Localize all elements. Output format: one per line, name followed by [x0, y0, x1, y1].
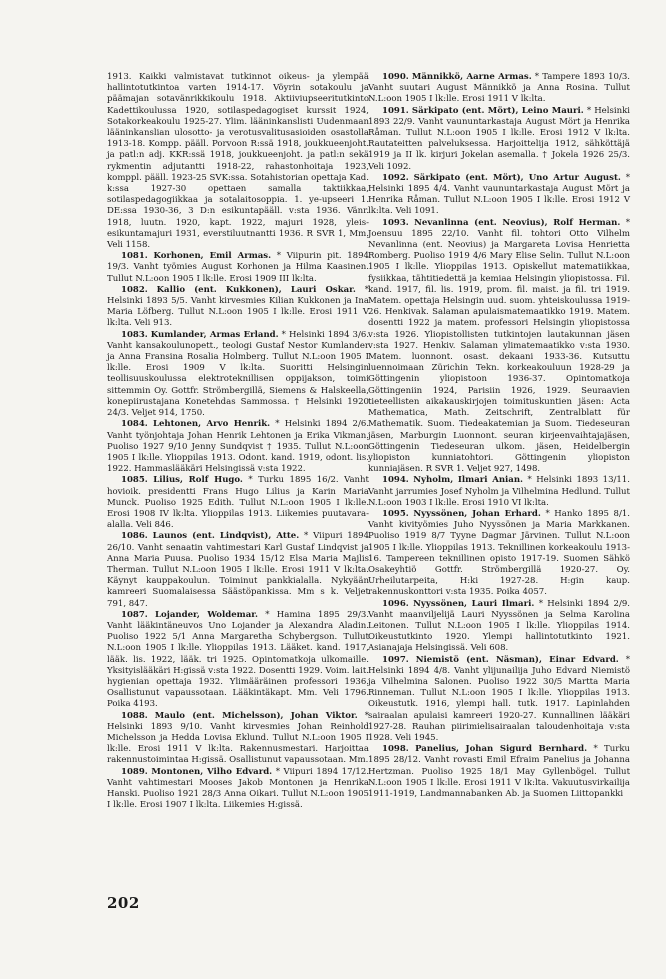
biography-entry — [368, 72, 630, 106]
entry-number: 1095. — [382, 508, 409, 519]
entry-text: * Hanko 1895 8/1. Vanht kivityömies Juho Nyyssönen ja Maria Markkanen. Puoliso 1919 8/7 Tyyne Dagmar Järvinen. Tullut N.L:oon 1905 I lk:lle. Ylioppilas 1913. Teknillinen korkeakoulu 1913-16. Tampereen teknillinen opisto 1917-19. Suomen Sähkö Osakeyhtiö Gottfr. Strömbergillä 1920-27. Oy. Urheilutarpeita, H:ki 1927-28. H:gin kaup. rakennuskonttori v:sta 1935. Poika 4057. — [368, 508, 631, 598]
biography-entry — [368, 509, 630, 599]
entry-text: * Helsinki 1894 2/6. Vanht työnjohtaja Johan Henrik Lehtonen ja Erika Vikman. Puoliso 1927 9/10 Jenny Sundqvist † 1935. Tullut N.L:oon 1905 I lk:lle. Ylioppilas 1913. Odont. kand. 1919, odont. lis. 1922. Hammaslääkäri Helsingissä v:sta 1922. — [107, 419, 370, 475]
biography-entry — [368, 106, 630, 173]
entry-text: * Helsinki 1893 22/9. Vanht vaununtarkastaja August Mört ja Henrika Råman. Tullut N.L:oon 1905 I lk:lle. Erosi 1912 V lk:lta. Rautateitten palveluksessa. Harjoittelija 1912, sähköttäjä 1919 ja II lk. kirjuri Jokelan asemalla. † Jokela 1926 25/3. Veli 1092. — [368, 105, 631, 172]
entry-number: 1085. — [121, 475, 148, 486]
entry-text: * Helsinki 1894 3/6. Vanht kansakoulunopett., teologi Gustaf Nestor Kumlander ja Anna Fransina Rosalia Holmberg. Tullut N.L:oon 1905 I lk:lle. Erosi 1909 V lk:lta. Suoritti Helsingin teollisuuskoulussa elektroteknillisen oppijakson, toimi sittemmin Oy. Gottfr. Strömbergillä, Siemens & Halskeella, konepiirustajana Konetehdas Sammossa. † Helsinki 1920 24/3. Veljet 914, 1750. — [107, 329, 370, 419]
biography-entry — [107, 767, 369, 812]
page-number: 202 — [107, 894, 140, 912]
entry-name: Montonen, Vilho Edvard. — [151, 766, 273, 777]
entry-text: * Helsinki 1894 4/8. Vanht ylijunailija Juho Edvard Niemistö ja Vilhelmina Salonen. Puoliso 1922 30/5 Martta Maria Rinneman. Tullut N.L:oon 1905 I lk:lle. Ylioppilas 1913. Oikeustutk. 1916, ylempi hall. tutk. 1917. Lapinlahden sairaalan apulaisi kamreeri 1920-27. Kunnallinen lääkäri 1927-28. Rauhan piirimielisairaalan taloudenhoitaja v:sta 1928. Veli 1945. — [368, 654, 630, 743]
entry-name: Lilius, Rolf Hugo. — [153, 475, 243, 486]
entry-number: 1098. — [382, 744, 409, 755]
entry-text: * Joensuu 1895 22/10. Vanht fil. tohtori Otto Vilhelm Nevanlinna (ent. Neovius) ja Margareta Lovisa Henrietta Romberg. Puoliso 1919 4/6 Mary Elise Selin. Tullut N.L:oon 1905 I lk:lle. Ylioppilas 1913. Opiskellut matematiikkaa, fysiikkaa, tähtitiedettä ja kemiaa Helsingin yliopistossa. Fil. kand. 1917, fil. lis. 1919, prom. fil. maist. ja fil. tri 1919. Matem. opettaja Helsingin uud. suom. yhteiskoulussa 1919-26. Henkivak. Salaman apulaismatemaatikko 1919. Matem. dosentti 1922 ja matem. professori Helsingin yliopistossa v:sta 1926. Yliopistollisten tutkintojen lautakunnan jäsen v:sta 1927. Henkiv. Salaman ylimatemaatikko v:sta 1930. Matem. luonnont. osast. dekaani 1933-36. Kutsuttu luennoimaan Zürichin Tekn. korkeakouluun 1928-29 ja Göttingenin yliopistoon 1936-37. Opintomatkoja Göttingeniin 1924, Parisiin 1926, 1929. Seuraavien tieteellisten aikakauskirjojen toimituskuntien jäsen: Acta Mathematica, Math. Zeitschrift, Zentralblatt für Mathematik. Suom. Tiedeakatemian ja Suom. Tiedeseuran jäsen, Marburgin Luonnont. seuran kirjeenvaihtajajäsen, Göttingenin Tiedeseuran ulkom. jäsen, Heidelbergin yliopiston kunniatohtori. Göttingenin yliopiston kunniajäsen. R SVR 1. Veljet 927, 1498. — [368, 217, 630, 475]
entry-text: * Viipuri 1894 26/10. Vanht senaatin vahtimestari Karl Gustaf Lindqvist ja Anna Maria Puusa. Puoliso 1934 15/12 Elsa Maria Majlis Therman. Tullut N.L:oon 1905 I lk:lle. Erosi 1911 V lk:lta. Käynyt kauppakoulun. Toiminut pankkialalla. Nykyään kamreeri Suomalaisessa Säästöpankissa. Mm s k. Veljet 791, 847. — [107, 531, 370, 609]
left-column — [107, 72, 369, 811]
biography-entry — [107, 285, 369, 330]
entry-number: 1090. — [382, 72, 409, 82]
entry-text: * Helsinki 1893 9/10. Vanht kirvesmies Johan Reinhold Michelsson ja Hedda Lovisa Eklund. Tullut N.L:oon 1905 I lk:lle. Erosi 1911 V lk:lta. Rakennusmestari. Harjoittaa rakennustoimintaa H:gissä. Osallistunut vapaussotaan. Mm. — [107, 710, 369, 766]
entry-name: Särkipato (ent. Mört), Uno Artur August. — [413, 172, 621, 183]
entry-text: * Viipurin pit. 1894 19/3. Vanht työmies August Korhonen ja Hilma Kaasinen. Tullut N.L:oon 1905 I lk:lle. Erosi 1909 III lk:lta. — [107, 251, 369, 284]
biography-entry — [107, 475, 369, 531]
biography-entry — [368, 475, 630, 509]
entry-name: Panelius, Johan Sigurd Bernhard. — [415, 744, 588, 755]
entry-name: Männikkö, Aarne Armas. — [411, 72, 532, 82]
entry-text: * Helsinki 1894 2/9. Vanht maanviljelijä Lauri Nyyssönen ja Selma Karolina Leitonen. Tullut N.L:oon 1905 I lk:lle. Ylioppilas 1914. Oikeustutkinto 1920. Ylempi hallintotutkinto 1921. Asianajaja Helsingissä. Veli 608. — [368, 598, 631, 654]
right-column — [368, 72, 630, 800]
entry-text: 1913. Kaikki valmistavat tutkinnot oikeus- ja ylempää hallintotutkintoa varten 1914-17. Vöyrin sotakoulu ja päämajan sotavänrikkikoulu 1918. Aktiiviupseeritutkinto Kadettikoulussa 1920, sotilaspedagogiset kurssit 1924, Sotakorkeakoulu 1925-27. Ylim. lääninkanslisti Uudenmaan lääninkanslian ulosotto- ja verotusvalitusasioiden osastolla 1913-18. Kompp. pääll. Porvoon R:ssä 1918, joukkueenjoht. ja patl:n adj. KKR:ssä 1918, joukkueenjoht. ja patl:n sekä rykmentin adjutantti 1918-22, rahastonhoitaja 1923, komppl. pääll. 1923-25 SVK:ssa. Sotahistorian opettaja Kad. k:ssa 1927-30 opettaen samalla taktiikkaa, sotilaspedagogiikkaa ja sotalaitosoppia. 1. ye-upseeri 1. DE:ssa 1930-36, 3 D:n esikuntapääll. v:sta 1936. Vänr. 1918, luutn. 1920, kapt. 1922, majuri 1928, yleis-esikuntamajuri 1931, everstiluutnantti 1936. R SVR 1, Mm. Veli 1158. — [107, 72, 369, 251]
entry-text: * Hamina 1895 29/3. Vanht lääkintäneuvos Uno Lojander ja Alexandra Aladin. Puoliso 1922 5/1 Anna Margaretha Schybergson. Tullut N.L:oon 1905 I lk:lle. Ylioppilas 1913. Lääket. kand. 1917, lääk. lis. 1922, lääk. tri 1925. Opintomatkoja ulkomaille. Yksityislääkäri H:gissä v:sta 1922. Dosentti 1929. Voim. lait. hygienian opettaja 1932. Ylimääräinen professori 1936. Osallistunut vapaussotaan. Lääkintäkapt. Mm. Veli 1796. Poika 4193. — [107, 609, 369, 710]
entry-number: 1086. — [121, 531, 148, 542]
entry-name: Korhonen, Emil Armas. — [153, 251, 272, 262]
entry-name: Nyholm, Ilmari Anian. — [413, 475, 524, 486]
entry-name: Nevanlinna (ent. Neovius), Rolf Herman. — [414, 217, 621, 228]
biography-entry — [107, 711, 369, 767]
entry-name: Kallio (ent. Kukkonen), Lauri Oskar. — [156, 284, 356, 295]
entry-name: Nyyssönen, Johan Erhard. — [413, 508, 541, 519]
entry-text: * Helsinki 1893 13/11. Vanht jarrumies Josef Nyholm ja Vilhelmina Hedlund. Tullut N.L:oon 1903 I lk:lle. Erosi 1910 VI lk:lta. — [368, 475, 631, 508]
entry-number: 1097. — [382, 654, 409, 665]
biography-entry — [368, 218, 630, 476]
entry-text: * Turku 1895 28/12. Vanht rovasti Emil Efraim Panelius ja Johanna Hertzman. Puoliso 1925 18/1 May Gyllenbögel. Tullut N.L:oon 1905 I lk:lle. Erosi 1911 V lk:lta. Vakuutusvirkailija 1911-1919, Landmannabanken Ab. ja Suomen Liittopankki — [368, 744, 631, 799]
entry-number: 1092. — [382, 172, 409, 183]
entry-number: 1087. — [121, 609, 148, 620]
biography-entry — [107, 610, 369, 711]
biography-entry — [107, 419, 369, 475]
entry-name: Kumlander, Armas Erland. — [150, 329, 279, 340]
entry-number: 1082. — [121, 284, 148, 295]
entry-name: Lehtonen, Arvo Henrik. — [152, 419, 271, 430]
entry-number: 1088. — [121, 710, 148, 721]
biography-entry — [107, 330, 369, 420]
entry-text: * Helsinki 1893 5/5. Vanht kirvesmies Kilian Kukkonen ja Ina Maria Löfberg. Tullut N.L:oon 1905 I lk:lle. Erosi 1911 V lk:lta. Veli 913. — [107, 284, 370, 329]
entry-text: * Viipuri 1894 17/12. Vanht vahtimestari Mooses Jakob Montonen ja Henrika Hanski. Puoliso 1921 28/3 Anna Oikari. Tullut N.L:oon 1905 I lk:lle. Erosi 1907 I lk:lta. Liikemies H:gissä. — [107, 766, 370, 811]
biography-entry — [107, 72, 369, 251]
entry-number: 1089. — [121, 766, 148, 777]
biography-entry — [368, 599, 630, 655]
entry-text: * Helsinki 1895 4/4. Vanht vaununtarkastaja August Mört ja Henrika Råman. Tullut N.L:oon 1905 I lk:lle. Erosi 1912 V lk:lta. Veli 1091. — [368, 172, 631, 217]
entry-name: Maulo (ent. Michelsson), Johan Viktor. — [154, 710, 358, 721]
biography-entry — [368, 173, 630, 218]
entry-number: 1093. — [382, 217, 409, 228]
entry-text: * Turku 1895 16/2. Vanht hovioik. presidentti Frans Hugo Lilius ja Karin Maria Munck. Puoliso 1925 Edith. Tullut N.L:oon 1905 I lk:lle. Erosi 1908 IV lk:lta. Ylioppilas 1913. Liikemies puutavara-alalla. Veli 846. — [107, 475, 369, 531]
biography-entry — [107, 531, 369, 609]
entry-name: Launos (ent. Lindqvist), Atte. — [152, 531, 300, 542]
biography-entry — [368, 744, 630, 800]
entry-number: 1096. — [382, 598, 409, 609]
entry-text: * Tampere 1893 10/3. Vanht suutari August Männikkö ja Anna Rosina. Tullut N.L:oon 1905 I lk:lle. Erosi 1911 V lk:lta. — [368, 72, 630, 105]
entry-number: 1094. — [382, 475, 409, 486]
entry-name: Lojander, Woldemar. — [155, 609, 258, 620]
entry-number: 1083. — [121, 329, 148, 340]
entry-number: 1081. — [121, 251, 148, 262]
entry-number: 1091. — [382, 105, 409, 116]
biography-entry — [368, 655, 630, 745]
biography-entry — [107, 251, 369, 285]
entry-name: Nyyssönen, Lauri Ilmari. — [413, 598, 535, 609]
entry-name: Särkipato (ent. Mört), Leino Mauri. — [411, 105, 584, 116]
entry-number: 1084. — [121, 419, 148, 430]
entry-name: Niemistö (ent. Näsman), Einar Edvard. — [415, 654, 619, 665]
